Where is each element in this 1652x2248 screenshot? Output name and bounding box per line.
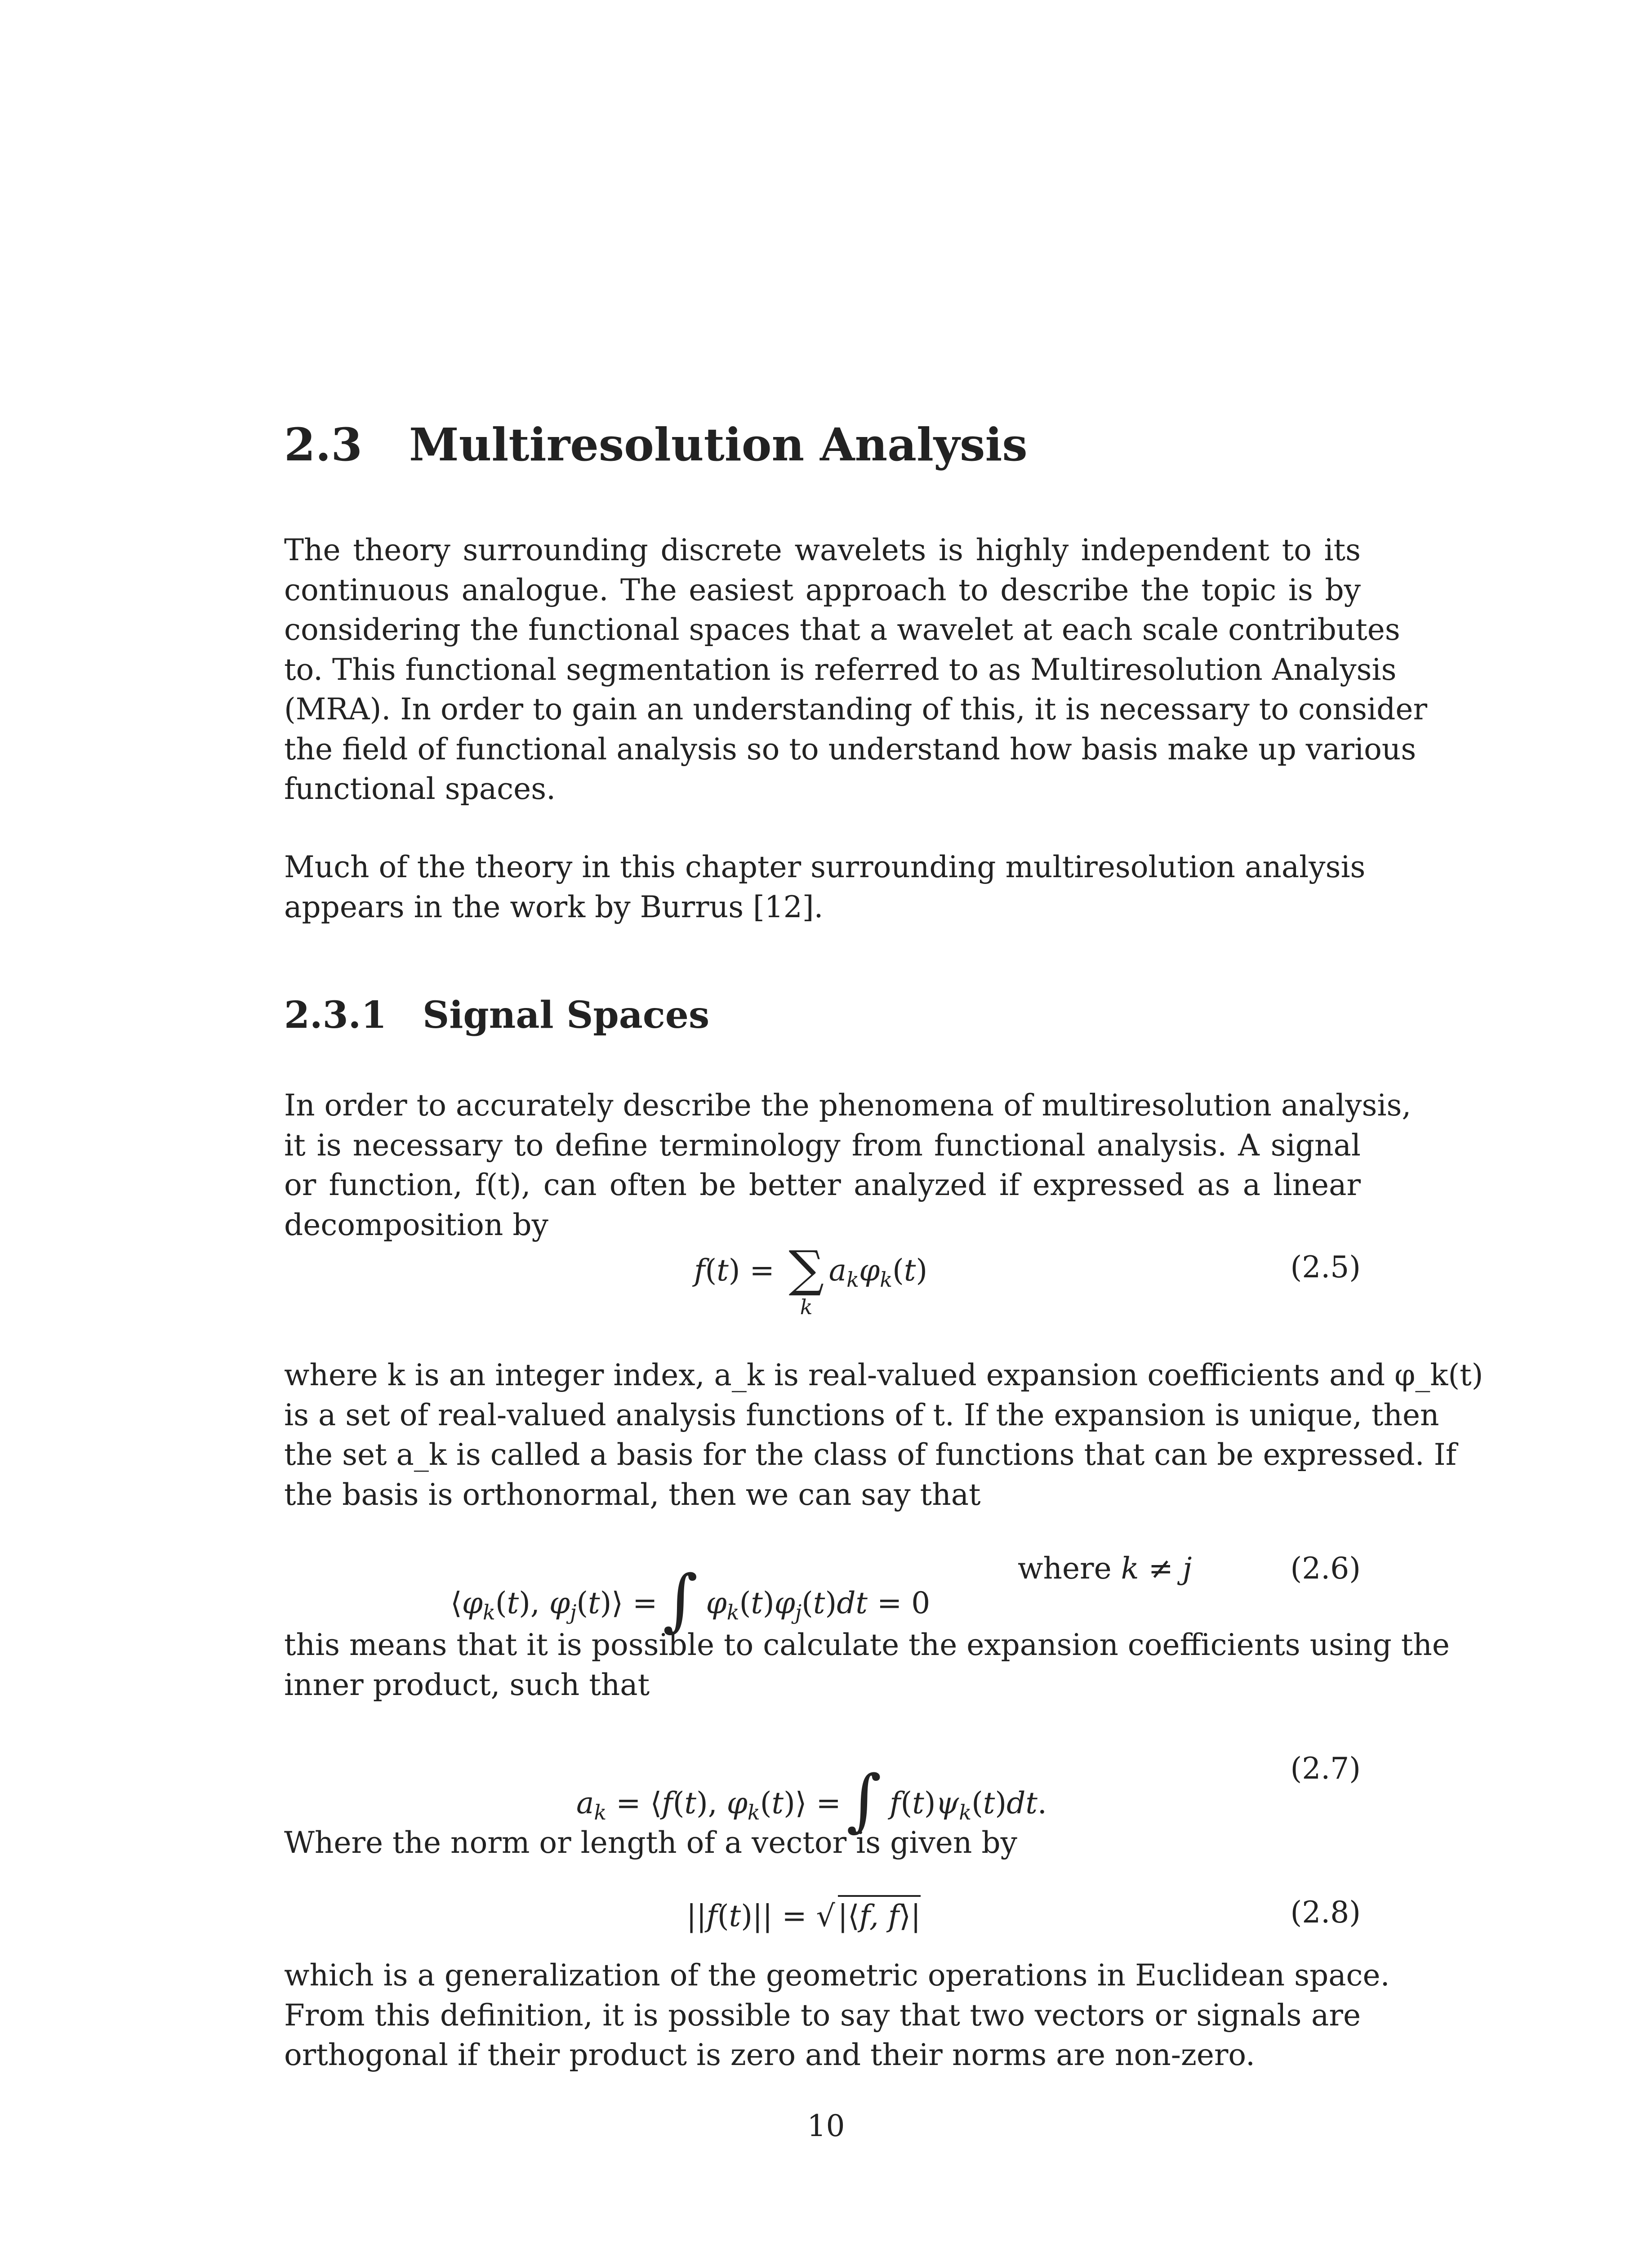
equation-number: (2.7) bbox=[1290, 1751, 1361, 1786]
section-number: 2.3 bbox=[284, 418, 362, 471]
paragraph-euclidean bbox=[284, 1956, 1390, 2075]
equation-body: $a_k$ = ⟨f(t), $\varphi_k(t)⟩$ =∫ $f(t)\psi_k(t)dt$. bbox=[576, 1761, 1047, 1839]
equation-2-7 bbox=[284, 1751, 1361, 1839]
text-line: The theory surrounding discrete wavelets is highly independent to its bbox=[284, 533, 1361, 567]
text-line: decomposition by bbox=[284, 1207, 548, 1242]
equation-number: (2.5) bbox=[1290, 1250, 1361, 1285]
equation-body: f(t) = ∑ k $a_k\varphi_k(t)$ bbox=[694, 1240, 928, 1319]
text-line: to. This functional segmentation is referred to as Multiresolution Analysis bbox=[284, 652, 1397, 687]
paragraph-burrus bbox=[284, 847, 1366, 927]
section-heading bbox=[284, 418, 1028, 471]
text-line: the set a_k is called a basis for the class of functions that can be expressed. If bbox=[284, 1437, 1457, 1472]
equation-2-5 bbox=[284, 1240, 1361, 1340]
text-line: where k is an integer index, a_k is real-valued expansion coefficients and φ_k(t) bbox=[284, 1358, 1483, 1392]
equation-2-6 bbox=[284, 1551, 1361, 1639]
text-line: this means that it is possible to calculate the expansion coefficients using the bbox=[284, 1628, 1450, 1662]
equation-body: ||f(t)|| = √|⟨f, f⟩| bbox=[686, 1895, 921, 1933]
equation-body: $⟨\varphi_k(t)$, $\varphi_j(t)⟩$ =∫ $\varphi_k(t)\varphi_j(t)dt = 0$ bbox=[450, 1561, 931, 1639]
equation-number: (2.8) bbox=[1290, 1895, 1361, 1930]
subsection-number: 2.3.1 bbox=[284, 994, 387, 1037]
text-line: Much of the theory in this chapter surrounding multiresolution analysis bbox=[284, 850, 1366, 884]
paragraph-signal-spaces bbox=[284, 1086, 1412, 1245]
subsection-title: Signal Spaces bbox=[423, 994, 710, 1037]
text-line: the field of functional analysis so to understand how basis make up various bbox=[284, 731, 1416, 767]
paragraph-inner-product bbox=[284, 1625, 1450, 1705]
text-line: appears in the work by Burrus [12]. bbox=[284, 889, 824, 924]
text-line: functional spaces. bbox=[284, 772, 556, 806]
page-number: 10 bbox=[807, 2109, 845, 2143]
subsection-heading bbox=[284, 994, 709, 1037]
text-line: the basis is orthonormal, then we can say that bbox=[284, 1477, 981, 1512]
text-line: From this definition, it is possible to say that two vectors or signals are bbox=[284, 1998, 1361, 2033]
text-line: orthogonal if their product is zero and their norms are non-zero. bbox=[284, 2038, 1255, 2072]
section-title: Multiresolution Analysis bbox=[409, 418, 1028, 471]
text-line: inner product, such that bbox=[284, 1667, 650, 1702]
text-line: which is a generalization of the geometric operations in Euclidean space. bbox=[284, 1958, 1390, 1993]
equation-2-8 bbox=[284, 1895, 1361, 1945]
text-line: or function, f(t), can often be better analyzed if expressed as a linear bbox=[284, 1168, 1361, 1202]
paragraph-intro bbox=[284, 531, 1427, 809]
paragraph-basis bbox=[284, 1356, 1483, 1515]
paragraph-norm bbox=[284, 1823, 1361, 1863]
equation-number: (2.6) bbox=[1290, 1551, 1361, 1586]
text-line: In order to accurately describe the phenomena of multiresolution analysis, bbox=[284, 1088, 1412, 1123]
text-line: continuous analogue. The easiest approach to describe the topic is by bbox=[284, 572, 1361, 607]
text-line: it is necessary to define terminology from functional analysis. A signal bbox=[284, 1128, 1361, 1163]
text-line: Where the norm or length of a vector is given by bbox=[284, 1825, 1017, 1860]
text-line: considering the functional spaces that a wavelet at each scale contributes bbox=[284, 612, 1400, 647]
text-line: (MRA). In order to gain an understanding of this, it is necessary to consider bbox=[284, 692, 1427, 727]
text-line: is a set of real-valued analysis functions of t. If the expansion is unique, then bbox=[284, 1397, 1439, 1432]
equation-condition: where k ≠ j bbox=[1018, 1551, 1192, 1586]
